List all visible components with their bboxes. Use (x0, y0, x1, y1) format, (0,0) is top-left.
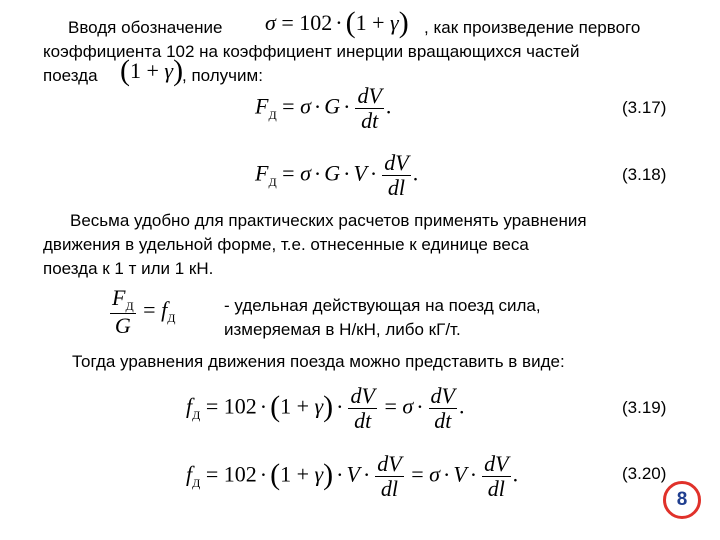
para2-line3: поезда к 1 т или 1 кН. (43, 259, 214, 278)
equation-number-3-19: (3.19) (622, 398, 667, 417)
sigma-definition: σ = 102 · (1 + γ) (265, 6, 409, 39)
specific-force-formula: $\frac{F_Д}{G}$ = $f_Д$ (112, 285, 176, 338)
equation-3-19: $f_Д = 102 \cdot (1 + \gamma)$ · $\frac{dV}{dt}$ = σ · $\frac{dV}{dt}$ . (186, 383, 465, 433)
page-number-badge: 8 (663, 481, 701, 519)
intro-line1-start: Вводя обозначение (68, 18, 223, 37)
intro-line3-end: , получим: (182, 66, 263, 85)
intro-line3-start: поезда (43, 66, 98, 85)
definition-line2: измеряемая в Н/кН, либо кГ/т. (224, 320, 461, 339)
equation-number-3-18: (3.18) (622, 165, 667, 184)
para2-line1: Весьма удобно для практических расчетов применять уравнения (70, 211, 587, 230)
equation-number-3-17: (3.17) (622, 98, 667, 117)
then-line: Тогда уравнения движения поезда можно представить в виде: (72, 352, 565, 371)
intro-line2: коэффициента 102 на коэффициент инерции вращающихся частей (43, 42, 580, 61)
intro-line1-end: , как произведение первого (424, 18, 641, 37)
para2-line2: движения в удельной форме, т.е. отнесенные к единице веса (43, 235, 529, 254)
inertia-coefficient: (1 + γ) (120, 54, 184, 87)
equation-3-20: $f_Д = 102 \cdot (1 + \gamma) \cdot V$ · $\frac{dV}{dl}$ = σ · V · $\frac{dV}{dl}$ . (186, 451, 519, 501)
equation-3-18: $F_Д = \sigma \cdot G \cdot V$ · $\frac{dV}{dl}$ . (255, 150, 419, 200)
equation-3-17: $F_Д = \sigma \cdot G$ · $\frac{dV}{dt}$ . (255, 83, 392, 133)
definition-line1: - удельная действующая на поезд сила, (224, 296, 541, 315)
equation-number-3-20: (3.20) (622, 464, 667, 483)
